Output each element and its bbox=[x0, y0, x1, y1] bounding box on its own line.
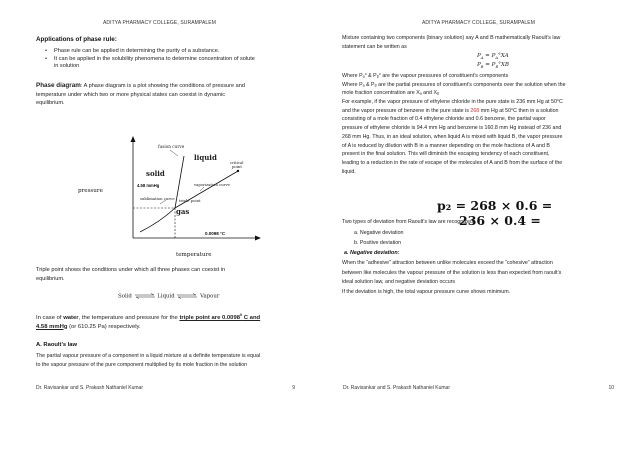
text-run: (or 610.25 Pa) respectively. bbox=[67, 323, 141, 330]
highlighted-value: 268 bbox=[470, 107, 480, 114]
list-item: • It can be applied in the solubility phenomena to determine concentration of solute bbox=[42, 56, 302, 64]
equilibrium-arrows-icon bbox=[176, 293, 198, 299]
equilibrium-arrows-icon bbox=[134, 293, 156, 299]
text-line: between like molecules the vapour pressure of the solution is less than expected from raoult’s bbox=[342, 269, 562, 276]
text-run: C and bbox=[242, 314, 261, 321]
raoult-equation-b bbox=[477, 62, 509, 69]
list-item-text: in solution bbox=[54, 63, 80, 70]
deviation-intro bbox=[342, 218, 627, 227]
raoult-heading: A. Raoult’s law bbox=[36, 342, 78, 348]
running-header: ADITYA PHARMACY COLLEGE, SURAMPALEM bbox=[103, 20, 216, 26]
eq-sub: B bbox=[480, 65, 484, 70]
text-line: When the “adhesive” attraction between unlike molecules exceed the “cohesive” attraction bbox=[342, 260, 553, 266]
text-line: The partial vapour pressure of a component in a liquid mixture at a definite temperature is equal bbox=[36, 353, 261, 359]
eq-symbol: P bbox=[477, 53, 481, 59]
temperature-axis-label: temperature bbox=[176, 252, 212, 258]
page-number: 9 bbox=[292, 385, 295, 391]
phase-diagram-paragraph bbox=[36, 82, 298, 108]
triple-point-label: triple point bbox=[179, 198, 201, 203]
vaporization-pointer-line bbox=[200, 187, 204, 191]
eq-symbol: °XB bbox=[498, 62, 509, 68]
pressure-value: 4.58 mmHg bbox=[36, 323, 68, 330]
text-line: pressure of ethylene chloride is 94.4 mm Hg and benzene is 160.8 mm Hg instead of 236 and bbox=[342, 125, 562, 132]
eq-symbol: = P bbox=[483, 53, 496, 59]
text-line: For example, if the vapor pressure of ethylene chloride in the pure state is 236 mm Hg at 50°C bbox=[342, 99, 563, 105]
fusion-curve-label: fusion curve bbox=[158, 144, 185, 149]
triple-point-values bbox=[179, 315, 260, 321]
text-line: Two types of deviation from Raoult’s law are recognized bbox=[342, 219, 473, 225]
pressure-axis-label: pressure bbox=[78, 188, 103, 194]
where-paragraph bbox=[342, 72, 627, 98]
solid-term: Solid bbox=[118, 293, 132, 300]
gas-region-label: gas bbox=[176, 207, 190, 216]
critical-point-dot bbox=[237, 170, 239, 172]
example-paragraph bbox=[342, 98, 627, 176]
applications-heading: Applications of phase rule: bbox=[36, 36, 117, 43]
text-line: leading to a reduction in the rate of escape of the molecules of A and B from the surface of the bbox=[342, 159, 563, 166]
footer-author: Dr. Ravisankar and S. Prakash Nathaniel Kumar bbox=[343, 385, 450, 391]
phase-diagram-term: Phase diagram bbox=[36, 82, 81, 89]
text-line: Triple point shows the conditions under which all three phases can coexist in bbox=[36, 267, 226, 273]
vapour-term: Vapour bbox=[200, 293, 220, 300]
list-item: • Phase rule can be applied in determining the purity of a substance. bbox=[42, 48, 302, 56]
list-item-continuation bbox=[42, 63, 302, 71]
temperature-axis-arrow-icon bbox=[255, 236, 261, 241]
list-item: a. Negative deviation bbox=[354, 230, 404, 236]
text-run: In case of bbox=[36, 314, 64, 321]
raoult-equation-a bbox=[477, 53, 509, 60]
benzene-partial-pressure-equation: p₂ = 268 × 0.6 = bbox=[437, 198, 553, 213]
fusion-pointer-line bbox=[170, 150, 178, 156]
running-header: ADITYA PHARMACY COLLEGE, SURAMPALEM bbox=[422, 20, 535, 26]
text-line: : A phase diagram is a plot showing the conditions of pressure and bbox=[80, 83, 245, 89]
deviation-list bbox=[354, 228, 403, 248]
phase-diagram-figure bbox=[0, 128, 319, 268]
triple-point-paragraph bbox=[36, 266, 298, 283]
pressure-value-label: 4.58 mmHg bbox=[137, 183, 160, 188]
eq-sub: A bbox=[495, 56, 498, 61]
page-10 bbox=[319, 0, 638, 451]
degree-sup: 0 bbox=[240, 313, 243, 317]
text-line: liquid. bbox=[342, 168, 356, 175]
eq-sub: A bbox=[480, 56, 484, 61]
list-item: b. Positive deviation bbox=[354, 240, 402, 246]
text-line: consisting of a mole fraction of 0.4 ethylene chloride and 0.6 benzene, the partial vapor bbox=[342, 116, 546, 123]
water-triple-point-paragraph bbox=[36, 311, 306, 331]
sublimation-curve-label: sublimation curve bbox=[140, 196, 175, 201]
liquid-term: Liquid bbox=[157, 293, 175, 300]
text-line: of A is reduced by dilution with B in a manner depending on the mole fractions of A and B bbox=[342, 142, 550, 149]
water-term: water bbox=[63, 314, 79, 321]
cut-off-equation: 236 × 0.4 = bbox=[459, 213, 541, 228]
eq-sub: B bbox=[495, 65, 499, 70]
page-number: 10 bbox=[608, 385, 614, 391]
negative-deviation-paragraph bbox=[342, 259, 627, 297]
vaporization-curve-label: vaporization curve bbox=[194, 182, 230, 187]
footer-author: Dr. Ravisankar and S. Prakash Nathaniel Kumar bbox=[36, 385, 143, 391]
text-line: to the vapour pressure of the pure component multiplied by its mole fraction in the solution bbox=[36, 361, 248, 368]
text-run: triple point are 0.0098 bbox=[179, 314, 241, 321]
text-line: Where Pₐ & Pᵦ are the partial pressures of constituent’s components over the solution when the bbox=[342, 81, 566, 88]
text-line: If the deviation is high, the total vapour pressure curve shows minimum. bbox=[342, 288, 511, 295]
raoult-paragraph bbox=[36, 352, 308, 369]
text-line: equilibrium. bbox=[36, 100, 65, 107]
text-line: present in the final solution. This will diminish the escaping tendency of each constituent, bbox=[342, 151, 550, 158]
text-run: and the vapor pressure of benzene in the pure state is bbox=[342, 107, 471, 114]
eq-symbol: = P bbox=[483, 62, 496, 68]
eq-symbol: °XA bbox=[498, 53, 509, 59]
intro-paragraph bbox=[342, 34, 627, 51]
eq-symbol: P bbox=[477, 62, 481, 68]
critical-point-label-2: point bbox=[232, 164, 242, 169]
applications-list bbox=[42, 48, 302, 71]
text-line: Mixture containing two components (binary solution) say A and B mathematically Raoult’s law bbox=[342, 35, 561, 41]
text-line: temperature under which two or more physical states can coexist in dynamic bbox=[36, 91, 226, 98]
text-line: statement can be written as bbox=[342, 43, 407, 50]
text-run: , the temperature and pressure for the bbox=[78, 314, 180, 321]
equilibrium-expression bbox=[118, 293, 219, 300]
text-run: mm Hg at 50°C then in a solution bbox=[479, 107, 559, 114]
text-line: 268 mm Hg. Thus, in an ideal solution, when liquid A is mixed with liquid B, the vapor pressure bbox=[342, 133, 563, 140]
pressure-axis-arrow-icon bbox=[131, 136, 136, 142]
solid-region-label: solid bbox=[146, 169, 165, 178]
text-line: mole fraction concentration are Xₐ and Xᵦ bbox=[342, 90, 440, 97]
temperature-value-label: 0.0098 °C bbox=[205, 231, 226, 236]
liquid-region-label: liquid bbox=[194, 153, 217, 162]
text-line bbox=[342, 107, 627, 116]
negative-deviation-heading: a. Negative deviation: bbox=[344, 250, 400, 256]
sublimation-curve-line bbox=[140, 208, 175, 232]
critical-point-label-1: critical bbox=[230, 160, 244, 165]
text-line: ideal solution law, and negative deviation occurs bbox=[342, 279, 456, 285]
text-line: Where Pₐ° & Pᵦ° are the vapour pressures of constituent’s components bbox=[342, 73, 509, 79]
text-line: equilibrium. bbox=[36, 275, 65, 282]
